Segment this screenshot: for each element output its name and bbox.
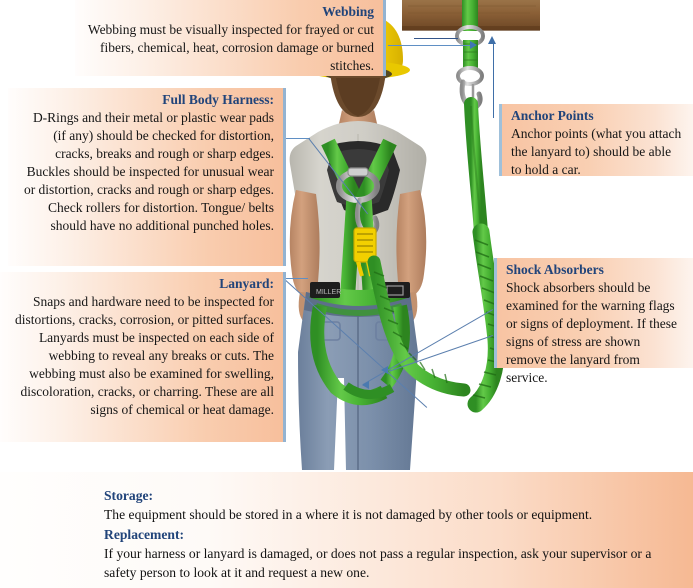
callout-lanyard — [0, 272, 286, 442]
connector-anchor — [493, 44, 494, 118]
connector-harness-stub — [286, 138, 310, 139]
callout-full-body-harness-body: D-Rings and their metal or plastic wear pads (if any) should be checked for distortion, cracks, breaks and rough or sharp edges. Buckles should be inspected for unusual wear or distortion, cracks and rough or sharp edges. Check rollers for distortion. Tongue/ belts should have no additional punched holes. — [23, 110, 274, 233]
callout-shock-absorbers-title: Shock Absorbers — [506, 262, 604, 277]
callout-lanyard-title: Lanyard: — [219, 276, 274, 291]
worker-head — [330, 72, 386, 128]
connector-lanyard-stub — [286, 278, 308, 279]
callout-webbing — [75, 0, 386, 76]
callout-full-body-harness — [8, 88, 286, 266]
callout-full-body-harness-title: Full Body Harness: — [162, 92, 274, 107]
connector-webbing-arrowhead — [470, 41, 477, 49]
connector-anchor-arrowhead — [488, 36, 496, 44]
callout-anchor-points-title: Anchor Points — [511, 108, 594, 123]
connector-shock-arrowhead-lower — [381, 366, 388, 374]
replacement-body: If your harness or lanyard is damaged, or does not pass a regular inspection, ask your supervisor or a safety person to look at it and request a new one. — [104, 545, 652, 581]
bottom-notice-text — [104, 486, 682, 582]
connector-webbing — [388, 45, 472, 46]
callout-anchor-points — [499, 104, 693, 176]
storage-title: Storage: — [104, 488, 154, 503]
replacement-title: Replacement: — [104, 526, 185, 542]
callout-lanyard-body: Snaps and hardware need to be inspected for distortions, cracks, corrosion, or pitted surfaces. Lanyards must be inspected on each side of webbing to reveal any breaks or cuts. The webbing must also be examined for swelling, discoloration, cracks, or charring. These are all signs of chemical or heat damage. — [14, 294, 274, 417]
svg-text:MILLER: MILLER — [316, 289, 342, 296]
callout-webbing-title: Webbing — [322, 4, 374, 19]
bottom-notice-panel — [0, 472, 693, 588]
callout-shock-absorbers-body: Shock absorbers should be examined for the warning flags or signs of deployment. If these signs of stress are shown remove the lanyard from service. — [506, 280, 677, 385]
lanyard-webbing — [471, 104, 481, 232]
callout-anchor-points-body: Anchor points (what you attach the lanyard to) should be able to hold a car. — [511, 126, 682, 177]
callout-webbing-body: Webbing must be visually inspected for frayed or cut fibers, chemical, heat, corrosion damage or burned stitches. — [87, 22, 374, 73]
connector-webbing-tick — [414, 38, 458, 39]
connector-shock-arrowhead — [362, 381, 369, 389]
storage-body: The equipment should be stored in a where it is not damaged by other tools or equipment. — [104, 507, 593, 523]
callout-shock-absorbers — [494, 258, 693, 385]
